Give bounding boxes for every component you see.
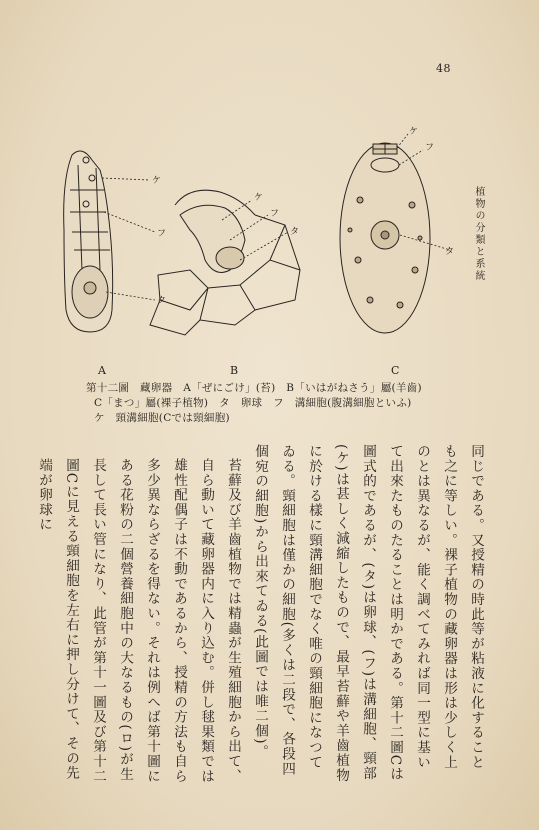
callout-ta-c: タ [445,247,455,257]
archegonium-figure [40,120,460,380]
caption-line-1: 第十二圖 藏卵器 A「ぜにごけ」(苔) B「いはがねさう」屬(羊齒) [86,382,422,394]
running-head: 植物の分類と系統 [473,186,484,282]
callout-ke-a: ケ [152,176,162,186]
callout-fu-c: フ [425,143,435,153]
callout-ta-b: タ [290,227,300,237]
callout-ta-a: タ [157,296,167,306]
paragraph-2: 苔蘚及び羊齒植物では精蟲が生殖細胞から出て、自ら動いて藏卵器内に入り込む。併し毬果類では雄性配偶子は不動であるから、授精の方法も自ら多少異ならざるを得ない。それは例へば第十圖にある花粉の二個營養細胞中の大なるもの(ロ)が生長して長い管になり、此管が第十一圖及び第十二圖Cに見える頸細胞を左右に押し分けて、その先端が卵球に [36,458,241,784]
page-number: 48 [436,62,451,75]
caption-line-3: ケ 頸溝細胞(Cでは頸細胞) [94,412,230,424]
callout-fu-b: フ [270,209,280,219]
caption-line-2: C「まつ」屬(裸子植物) タ 卵球 フ 溝細胞(腹溝細胞といふ) [94,397,412,409]
paragraph-1: 同じである。又授精の時此等が粘液に化することも之に等しい。裸子植物の藏卵器は形は少しく上のとは異なるが、能く調べてみれば同一型に基いて出來たものたることは明かである。第十二圖Cは圖式的であるが、(タ)は卵球、(フ)は溝細胞、頸部(ケ)は甚しく減縮したもので、最早苔蘚や羊齒植物に於ける樣に頸溝細胞でなく唯の頸細胞になつてゐる。頸細胞は僅かの細胞(多くは二段で、各段四個宛の細胞)から出來てゐる(此圖では唯二個)。 [252,444,484,783]
callout-ke-b: ケ [254,193,264,203]
panel-c-drawing [340,143,430,333]
panel-a-drawing [64,151,113,332]
callout-fu-a: フ [157,229,167,239]
archegonium-illustration [40,120,460,380]
panel-label-a: A [98,364,106,377]
panel-label-b: B [230,364,239,377]
figure-caption [86,381,446,426]
body-text [36,444,489,784]
panel-label-c: C [391,364,400,377]
callout-ke-c: ケ [409,127,419,137]
